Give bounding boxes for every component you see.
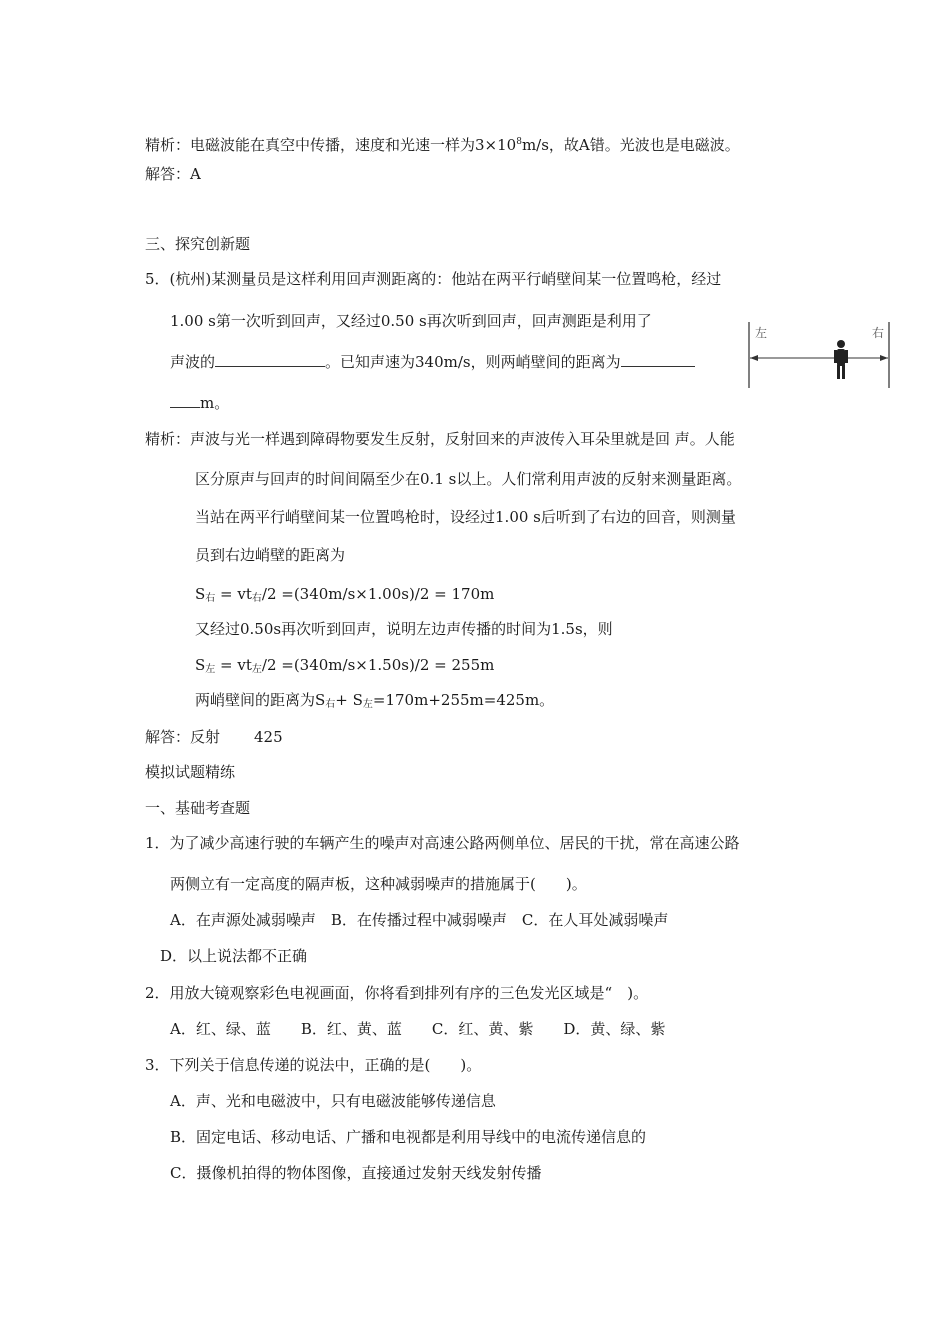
subscript: 左 <box>251 664 262 675</box>
question-1-option-d: D．以上说法都不正确 <box>160 947 308 965</box>
question-3-option-b: B．固定电话、移动电话、广播和电视都是利用导线中的电流传递信息的 <box>170 1128 647 1146</box>
subscript: 左 <box>205 664 216 675</box>
subscript: 右 <box>325 699 336 710</box>
answer-line-5 <box>145 727 283 747</box>
analysis-line-5: 又经过0.50s再次听到回声，说明左边声传播的时间为1.5s，则 <box>195 620 613 638</box>
text: = vt <box>215 656 252 674</box>
text: 两峭壁间的距离为S <box>195 691 326 709</box>
analysis-line <box>145 132 740 155</box>
subscript: 左 <box>362 699 373 710</box>
formula-right <box>195 584 494 609</box>
text: m/s，故A错。光波也是电磁波。 <box>521 136 740 154</box>
text: 声波的 <box>170 353 216 371</box>
analysis-line-1: 精析：声波与光一样遇到障碍物要发生反射，反射回来的声波传入耳朵里就是回 声。人能 <box>145 430 735 448</box>
right-label: 右 <box>872 326 885 340</box>
text: 425 <box>254 728 283 746</box>
canyon-diagram <box>746 322 892 390</box>
superscript: 8 <box>516 137 522 147</box>
question-2-line-1: 2．用放大镜观察彩色电视画面，你将看到排列有序的三色发光区域是“ )。 <box>145 984 649 1002</box>
question-1-options: A．在声源处减弱噪声 B．在传播过程中减弱噪声 C．在人耳处减弱噪声 <box>170 911 669 929</box>
section-heading-1: 一、基础考查题 <box>145 799 251 817</box>
text: S <box>195 585 206 603</box>
text: =170m+255m=425m。 <box>372 691 555 709</box>
person-icon <box>834 340 848 379</box>
answer-line: 解答：A <box>145 165 201 183</box>
question-1-line-1: 1．为了减少高速行驶的车辆产生的噪声对高速公路两侧单位、居民的干扰，常在高速公路 <box>145 834 740 852</box>
question-5-line-2: 1.00 s第一次听到回声，又经过0.50 s再次听到回声，回声测距是利用了 <box>170 312 652 330</box>
text: 。已知声速为340m/s，则两峭壁间的距离为 <box>325 353 621 371</box>
left-label: 左 <box>755 326 768 340</box>
formula-total <box>195 690 554 715</box>
subscript: 右 <box>251 593 262 604</box>
analysis-line-2: 区分原声与回声的时间间隔至少在0.1 s以上。人们常利用声波的反射来测量距离。 <box>195 470 742 488</box>
text: = vt <box>215 585 252 603</box>
text: 解答：反射 <box>145 728 221 746</box>
text: 精析：电磁波能在真空中传播，速度和光速一样为3×10 <box>145 136 517 154</box>
text: S <box>195 656 206 674</box>
subscript: 右 <box>205 593 216 604</box>
question-5-line-4 <box>170 393 229 413</box>
question-3-line-1: 3．下列关于信息传递的说法中，正确的是( )。 <box>145 1056 482 1074</box>
question-5-line-1: 5．(杭州)某测量员是这样利用回声测距离的：他站在两平行峭壁间某一位置鸣枪，经过 <box>145 270 722 288</box>
text: m。 <box>200 394 230 412</box>
question-3-option-a: A．声、光和电磁波中，只有电磁波能够传递信息 <box>170 1092 496 1110</box>
text: /2 =(340m/s×1.50s)/2 = 255m <box>261 656 495 674</box>
formula-left <box>195 655 494 680</box>
section-title: 模拟试题精练 <box>145 763 236 781</box>
question-3-option-c: C．摄像机拍得的物体图像，直接通过发射天线发射传播 <box>170 1164 542 1182</box>
answer-blank-1 <box>215 352 325 367</box>
analysis-line-4: 员到右边峭壁的距离为 <box>195 546 346 564</box>
answer-blank-2b <box>170 393 200 408</box>
question-2-options: A．红、绿、蓝 B．红、黄、蓝 C．红、黄、紫 D．黄、绿、紫 <box>170 1020 666 1038</box>
answer-blank-2a <box>621 352 695 367</box>
section-heading: 三、探究创新题 <box>145 235 251 253</box>
question-5-line-3 <box>170 352 695 372</box>
text: + S <box>335 691 363 709</box>
question-1-line-2: 两侧立有一定高度的隔声板，这种减弱噪声的措施属于( )。 <box>170 875 587 893</box>
text: /2 =(340m/s×1.00s)/2 = 170m <box>261 585 495 603</box>
analysis-line-3: 当站在两平行峭壁间某一位置鸣枪时，设经过1.00 s后听到了右边的回音，则测量 <box>195 508 736 526</box>
canyon-figure <box>746 322 892 390</box>
